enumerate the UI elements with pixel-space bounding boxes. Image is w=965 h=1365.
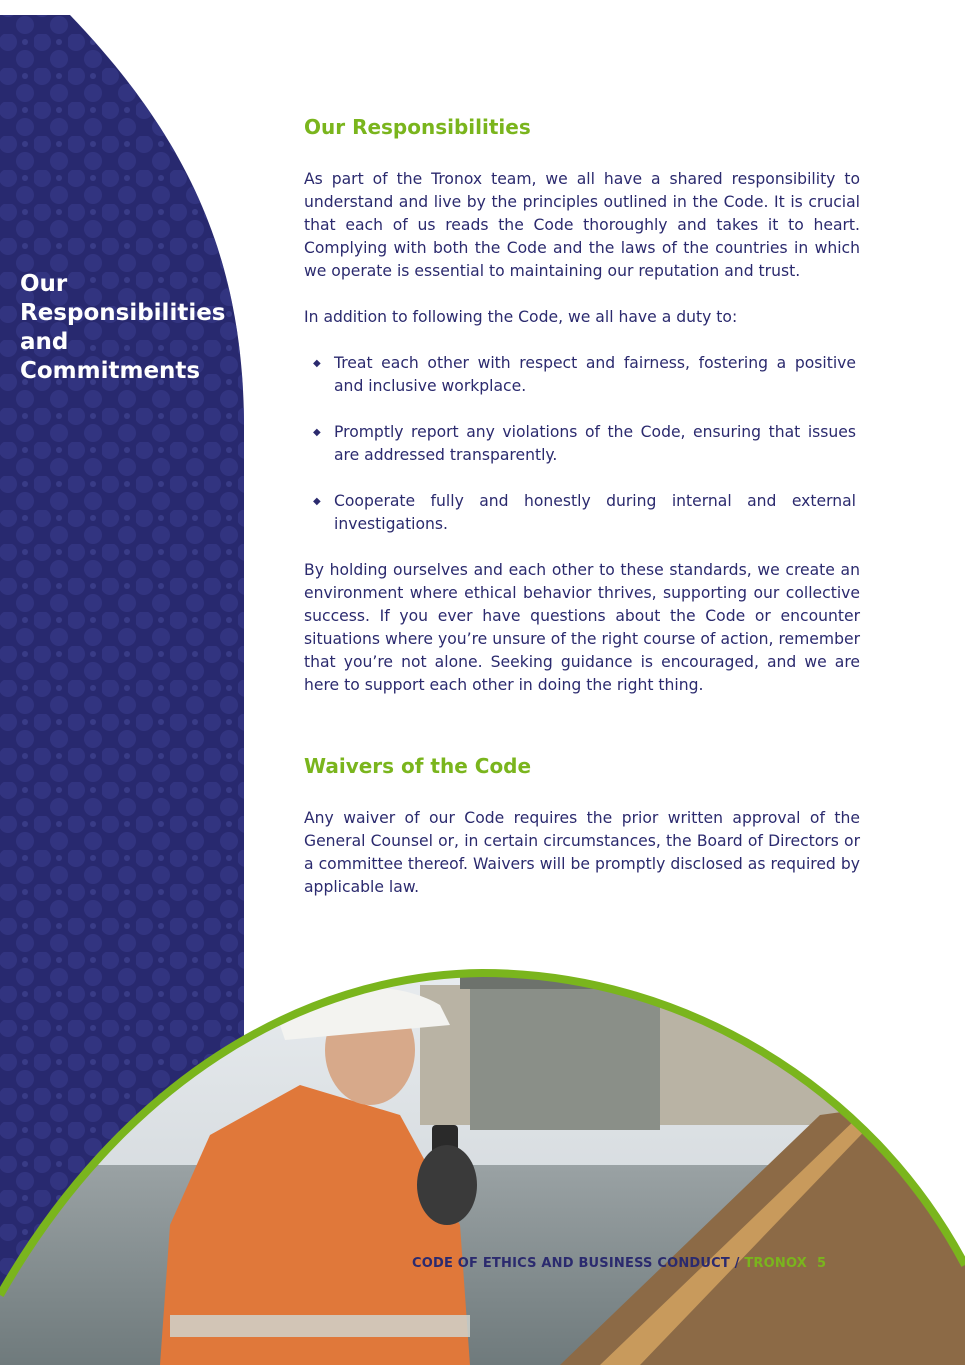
duty-lead: In addition to following the Code, we all have a duty to: bbox=[304, 308, 738, 326]
section-heading-waivers: Waivers of the Code bbox=[304, 754, 532, 778]
footer-doc-title: CODE OF ETHICS AND BUSINESS CONDUCT / bbox=[412, 1256, 745, 1271]
footer-brand: TRONOX bbox=[744, 1256, 807, 1271]
photo-worker-stripe bbox=[170, 1315, 470, 1337]
photo-worker-glove bbox=[417, 1145, 477, 1225]
photo-building bbox=[470, 980, 660, 1130]
diamond-bullet-icon: ◆ bbox=[313, 496, 321, 507]
sidebar-title-line: Our bbox=[20, 271, 68, 297]
duty-text: Cooperate fully and honestly during internal and external investigations. bbox=[334, 492, 856, 533]
waivers-body: Any waiver of our Code requires the prior written approval of the General Counsel or, in certain circumstances, the Board of Directors or a committee thereof. Waivers will be promptly disclosed as required by applicable law. bbox=[304, 809, 860, 896]
sidebar-title-line: and bbox=[20, 329, 69, 355]
worker-photo bbox=[0, 965, 965, 1365]
duty-list-item bbox=[304, 421, 860, 467]
duty-text: Treat each other with respect and fairness, fostering a positive and inclusive workplace. bbox=[334, 354, 856, 395]
page-footer bbox=[412, 1256, 826, 1271]
duty-list bbox=[304, 352, 860, 536]
sidebar-title bbox=[20, 270, 235, 386]
duty-list-item bbox=[304, 352, 860, 398]
footer-page-number: 5 bbox=[816, 1256, 827, 1271]
responsibilities-intro: As part of the Tronox team, we all have a shared responsibility to understand and live by the principles outlined in the Code. It is crucial that each of us reads the Code thoroughly and takes it to heart. Complying with both the Code and the laws of the countries in which we operate is essential to maintaining our reputation and trust. bbox=[304, 170, 860, 280]
duty-list-item bbox=[304, 490, 860, 536]
diamond-bullet-icon: ◆ bbox=[313, 358, 321, 369]
main-content bbox=[304, 114, 860, 899]
section-heading-responsibilities: Our Responsibilities bbox=[304, 115, 531, 139]
diamond-bullet-icon: ◆ bbox=[313, 427, 321, 438]
sidebar-title-line: Commitments bbox=[20, 358, 201, 384]
duty-text: Promptly report any violations of the Code, ensuring that issues are addressed transparently. bbox=[334, 423, 856, 464]
sidebar-title-line: Responsibilities bbox=[20, 300, 226, 326]
responsibilities-closing: By holding ourselves and each other to these standards, we create an environment where ethical behavior thrives, supporting our collective success. If you ever have questions about the Code or encounter situations where you’re unsure of the right course of action, remember that you’re not alone. Seeking guidance is encouraged, and we are here to support each other in doing the right thing. bbox=[304, 561, 860, 694]
